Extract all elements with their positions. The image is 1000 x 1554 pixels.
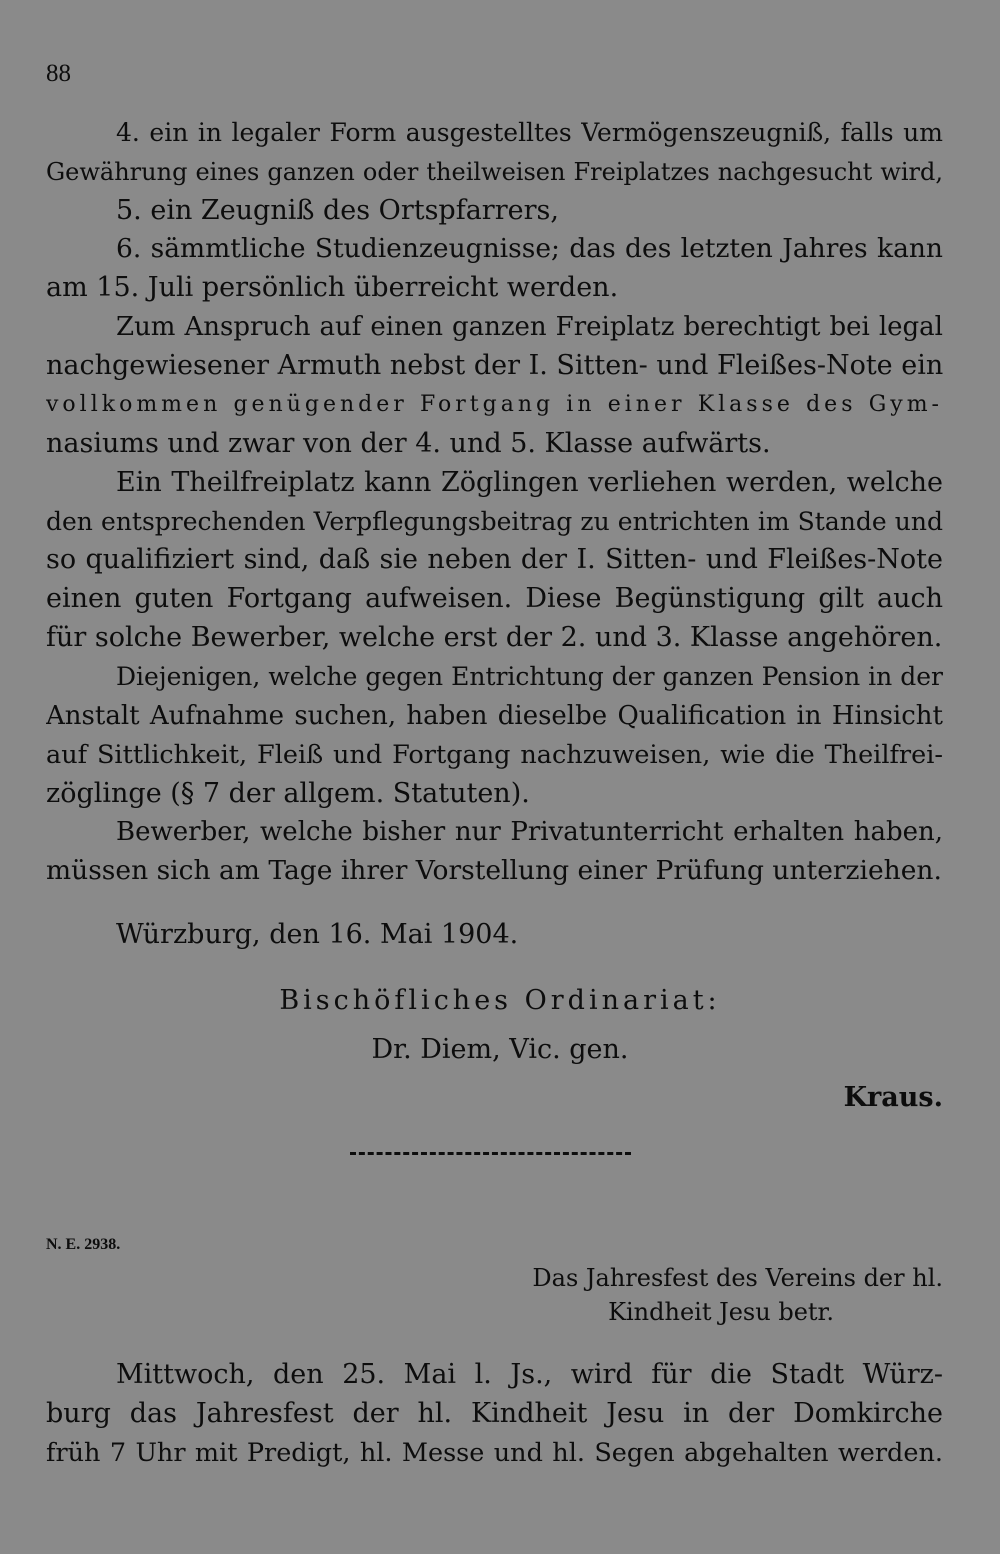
text-line: Ein Theilfreiplatz kann Zöglingen verliehen werden, welche xyxy=(116,467,943,498)
text-line: nachgewiesener Armuth nebst der I. Sitten- und Fleißes-Note ein xyxy=(46,350,943,381)
date-line: Würzburg, den 16. Mai 1904. xyxy=(116,919,519,950)
text-line: Zum Anspruch auf einen ganzen Freiplatz berechtigt bei legal xyxy=(116,312,943,342)
text-line: müssen sich am Tage ihrer Vorstellung einer Prüfung unterziehen. xyxy=(46,855,942,886)
text-line: burg das Jahresfest der hl. Kindheit Jesu in der Domkirche xyxy=(46,1398,943,1429)
text-line: einen guten Fortgang aufweisen. Diese Begünstigung gilt auch xyxy=(46,583,943,614)
page-number: 88 xyxy=(46,60,71,87)
text-line: so qualifiziert sind, daß sie neben der I. Sitten- und Fleißes-Note xyxy=(46,544,943,575)
text-line: 6. sämmtliche Studienzeugnisse; das des letzten Jahres kann xyxy=(116,233,943,264)
section-divider xyxy=(350,1152,631,1155)
text-line: Diejenigen, welche gegen Entrichtung der ganzen Pension in der xyxy=(116,662,943,691)
text-line: den entsprechenden Verpflegungsbeitrag zu entrichten im Stande und xyxy=(46,507,943,536)
official-name: Dr. Diem, Vic. gen. xyxy=(371,1034,629,1065)
subject-line: Das Jahresfest des Vereins der hl. xyxy=(532,1264,943,1292)
text-line: früh 7 Uhr mit Predigt, hl. Messe und hl. Segen abgehalten werden. xyxy=(46,1438,943,1468)
signer-name: Kraus. xyxy=(843,1082,943,1113)
office-title: Bischöfliches Ordinariat: xyxy=(279,985,721,1016)
text-line: Anstalt Aufnahme suchen, haben dieselbe Qualification in Hinsicht xyxy=(46,701,943,731)
text-line: am 15. Juli persönlich überreicht werden. xyxy=(46,272,619,303)
text-line: Mittwoch, den 25. Mai l. Js., wird für die Stadt Würz- xyxy=(116,1359,943,1390)
text-line: nasiums und zwar von der 4. und 5. Klasse aufwärts. xyxy=(46,428,771,459)
text-line: vollkommen genügender Fortgang in einer Klasse des Gym- xyxy=(46,392,943,417)
text-line: 5. ein Zeugniß des Ortspfarrers, xyxy=(116,195,559,226)
text-line: Bewerber, welche bisher nur Privatunterricht erhalten haben, xyxy=(116,817,943,847)
text-line: zöglinge (§ 7 der allgem. Statuten). xyxy=(46,778,530,809)
text-line: Gewährung eines ganzen oder theilweisen Freiplatzes nachgesucht wird, xyxy=(46,158,943,186)
text-line: 4. ein in legaler Form ausgestelltes Vermögenszeugniß, falls um xyxy=(116,118,943,147)
subject-line: Kindheit Jesu betr. xyxy=(608,1298,834,1326)
text-line: auf Sittlichkeit, Fleiß und Fortgang nachzuweisen, wie die Theilfrei- xyxy=(46,740,943,770)
reference-number: N. E. 2938. xyxy=(46,1236,121,1253)
text-line: für solche Bewerber, welche erst der 2. und 3. Klasse angehören. xyxy=(46,622,943,653)
